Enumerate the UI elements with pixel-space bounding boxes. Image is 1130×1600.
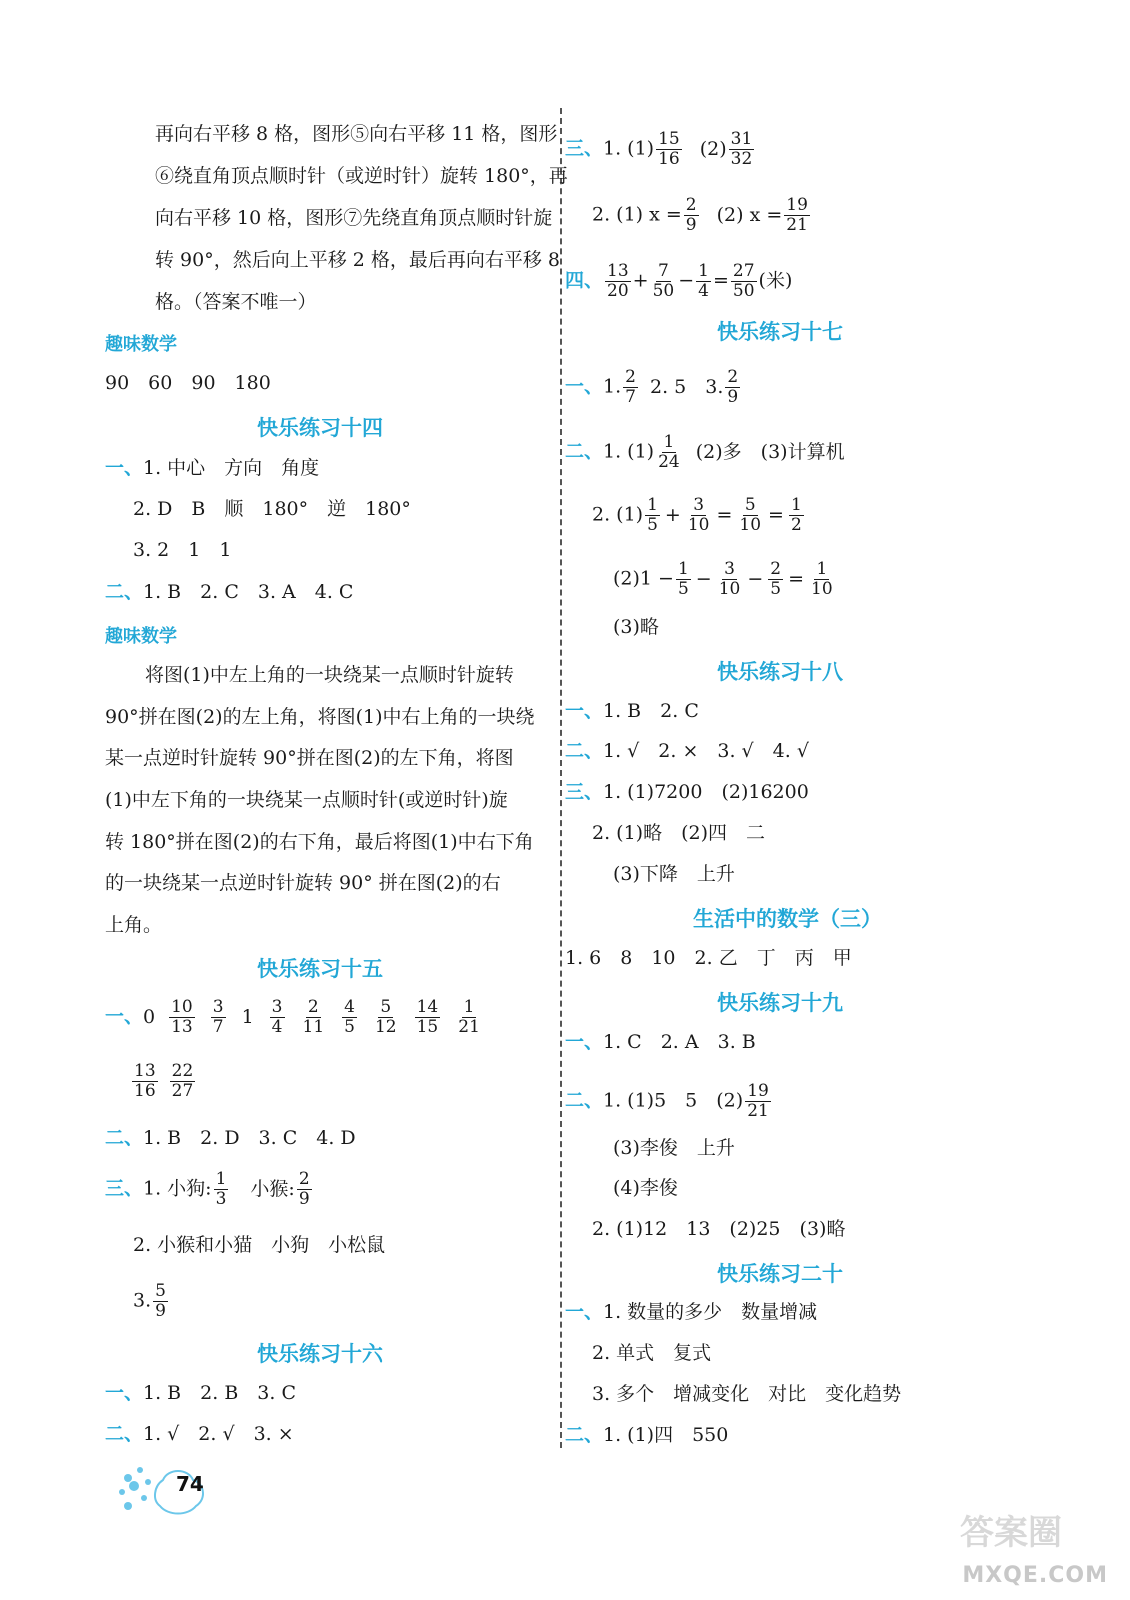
- fraction: [654, 129, 684, 169]
- question-marker: 一、: [105, 1005, 144, 1028]
- answer-line: [105, 580, 353, 604]
- fraction-answer-line: [565, 262, 792, 301]
- fraction: [809, 560, 835, 599]
- answer-text: 1. 数量的多少 数量增减: [603, 1301, 818, 1323]
- paragraph-line: (1)中左下角的一块绕某一点顺时针(或逆时针)旋: [105, 789, 508, 811]
- numerator: 4: [344, 997, 355, 1017]
- operator: +: [632, 269, 649, 292]
- fraction: [743, 1081, 773, 1121]
- answer-text: 1: [241, 1005, 254, 1028]
- fraction: [729, 261, 759, 301]
- section-title: 快乐练习十六: [257, 1342, 383, 1366]
- fraction-answer-line: [565, 433, 845, 472]
- operator: +: [664, 503, 681, 526]
- fraction-equation: [643, 495, 806, 535]
- fraction: [656, 130, 682, 169]
- fraction: [684, 196, 699, 235]
- numerator: 1: [663, 432, 675, 452]
- denominator: 4: [698, 281, 709, 301]
- denominator: 3: [215, 1189, 227, 1209]
- answer-line: 2. D B 顺 180° 逆 180°: [133, 498, 411, 520]
- answer-text: 3.: [133, 1289, 152, 1312]
- answer-text: (2) x =: [716, 203, 783, 226]
- numerator: 1: [698, 261, 709, 281]
- numerator: 3: [271, 997, 283, 1017]
- section-title: 快乐练习十八: [717, 660, 843, 684]
- answer-line: 2. 单式 复式: [592, 1342, 712, 1364]
- numerator: 5: [744, 495, 756, 515]
- fraction: [295, 1169, 314, 1209]
- answer-text: 2. 5 3.: [649, 375, 724, 398]
- denominator: 15: [416, 1017, 439, 1037]
- paragraph-line: 转 90°，然后向上平移 2 格，最后再向右平移 8: [155, 249, 561, 271]
- question-marker: 三、: [565, 137, 604, 160]
- fraction: [789, 496, 804, 535]
- numerator: 2: [625, 367, 636, 387]
- numerator: 27: [732, 261, 755, 281]
- denominator: 9: [155, 1301, 166, 1321]
- answer-text: 2. (1) x =: [592, 203, 682, 226]
- question-marker: 一、: [565, 1301, 604, 1323]
- denominator: 50: [732, 281, 755, 301]
- answer-text: 1. √ 2. × 3. √ 4. √: [603, 740, 809, 762]
- denominator: 9: [685, 215, 697, 235]
- denominator: 50: [652, 281, 675, 301]
- question-marker: 二、: [565, 1424, 604, 1446]
- answer-text: 0: [143, 1005, 156, 1028]
- fraction: [654, 432, 684, 472]
- fraction: [169, 998, 195, 1037]
- answer-text: 1. 小狗:: [143, 1177, 212, 1200]
- fraction: [723, 367, 742, 407]
- fraction: [456, 998, 482, 1037]
- numerator: 3: [693, 495, 705, 515]
- question-marker: 二、: [105, 1127, 144, 1149]
- answer-text: 1.: [603, 375, 622, 398]
- fraction: [768, 560, 783, 599]
- numerator: 3: [724, 559, 735, 579]
- denominator: 5: [344, 1017, 355, 1037]
- fraction: [727, 129, 757, 169]
- fraction: [784, 196, 810, 235]
- denominator: 27: [171, 1081, 194, 1101]
- operator: −: [678, 269, 695, 292]
- answer-line: 2. (1)略 (2)四 二: [592, 822, 765, 844]
- fraction: [415, 998, 441, 1037]
- denominator: 9: [298, 1189, 310, 1209]
- paragraph-line: ⑥绕直角顶点顺时针（或逆时针）旋转 180°，再: [155, 165, 568, 187]
- answer-text: 1. B 2. C: [603, 700, 699, 722]
- numerator: 2: [307, 997, 319, 1017]
- answer-text: 1. B 2. B 3. C: [143, 1382, 296, 1404]
- question-marker: 三、: [565, 781, 604, 803]
- fraction-answer-line: [613, 560, 837, 599]
- answer-line: [105, 1381, 296, 1405]
- fun-math-title: 趣味数学: [105, 334, 177, 355]
- answer-line: (3)略: [613, 616, 659, 638]
- answer-line: [565, 699, 699, 723]
- denominator: 21: [786, 215, 808, 235]
- fraction-answer-line: [133, 1282, 170, 1321]
- denominator: 10: [739, 515, 762, 535]
- fun-math-answer: 90 60 90 180: [105, 372, 271, 394]
- fraction: [342, 998, 357, 1037]
- answer-text: 1. (1): [603, 440, 655, 463]
- fraction: [603, 261, 633, 301]
- fraction: [729, 130, 755, 169]
- answer-line: [565, 1030, 756, 1054]
- fraction-answer-line: [130, 1062, 197, 1101]
- section-title: 快乐练习十四: [257, 416, 383, 440]
- denominator: 5: [647, 515, 658, 535]
- answer-line: [565, 1300, 817, 1324]
- unit: (米): [758, 269, 793, 292]
- answer-text: (2)多 (3)计算机: [695, 440, 845, 463]
- denominator: 9: [727, 387, 739, 407]
- answer-line: 2. (1)12 13 (2)25 (3)略: [592, 1218, 846, 1240]
- paragraph-line: 的一块绕某一点逆时针旋转 90° 拼在图(2)的右: [105, 872, 501, 894]
- numerator: 14: [416, 997, 439, 1017]
- numerator: 2: [770, 559, 782, 579]
- fraction: [694, 261, 713, 301]
- denominator: 10: [687, 515, 710, 535]
- operator: =: [716, 503, 733, 526]
- fraction: [621, 367, 640, 407]
- fraction: [745, 1082, 771, 1121]
- numerator: 15: [658, 129, 680, 149]
- question-marker: 一、: [565, 1031, 604, 1053]
- fraction: [656, 433, 682, 472]
- fraction: [211, 998, 226, 1037]
- answer-line: [565, 780, 809, 804]
- answer-line: [105, 1126, 356, 1150]
- numerator: 13: [607, 261, 629, 281]
- question-marker: 二、: [105, 1423, 144, 1445]
- fun-math-title: 趣味数学: [105, 626, 177, 647]
- fraction: [696, 262, 711, 301]
- denominator: 16: [658, 149, 680, 169]
- question-marker: 二、: [565, 740, 604, 762]
- fraction: [682, 195, 701, 235]
- fraction: [737, 496, 763, 535]
- fraction: [214, 1170, 229, 1209]
- fraction: [151, 1281, 170, 1321]
- operator: =: [768, 503, 784, 526]
- denominator: 5: [770, 579, 782, 599]
- answer-line: 2. 小猴和小猫 小狗 小松鼠: [133, 1234, 386, 1256]
- numerator: 5: [155, 1281, 166, 1301]
- answer-line: (3)李俊 上升: [613, 1137, 735, 1159]
- numerator: 1: [215, 1169, 227, 1189]
- numerator: 1: [463, 997, 475, 1017]
- fraction: [373, 998, 399, 1037]
- numerator: 1: [677, 559, 689, 579]
- answer-text: 2. (1): [592, 503, 644, 526]
- numerator: 2: [727, 367, 739, 387]
- paragraph-line: 转 180°拼在图(2)的右下角，最后将图(1)中右下角: [105, 831, 534, 853]
- answer-line: [105, 456, 319, 480]
- denominator: 24: [658, 452, 680, 472]
- question-marker: 二、: [105, 581, 144, 603]
- numerator: 1: [647, 495, 658, 515]
- numerator: 1: [790, 495, 802, 515]
- denominator: 32: [730, 149, 753, 169]
- denominator: 21: [458, 1017, 480, 1037]
- answer-line: (3)下降 上升: [613, 863, 735, 885]
- denominator: 12: [374, 1017, 397, 1037]
- operator: −: [695, 567, 712, 590]
- answer-line: 1. 6 8 10 2. 乙 丁 丙 甲: [565, 947, 852, 969]
- fraction: [170, 1062, 196, 1101]
- numerator: 31: [730, 129, 753, 149]
- numerator: 2: [298, 1169, 310, 1189]
- fraction: [782, 195, 812, 235]
- question-marker: 二、: [565, 440, 604, 463]
- answer-text: 1. C 2. A 3. B: [603, 1031, 756, 1053]
- denominator: 13: [171, 1017, 193, 1037]
- fraction: [623, 368, 638, 407]
- fraction: [725, 368, 740, 407]
- section-title: 快乐练习十五: [257, 957, 383, 981]
- answer-line: [565, 739, 809, 763]
- section-title: 快乐练习二十: [717, 1262, 843, 1286]
- operator: =: [712, 269, 729, 292]
- fraction-equation: [674, 559, 837, 599]
- fraction: [270, 998, 285, 1037]
- denominator: 5: [677, 579, 689, 599]
- watermark-text: MXQE.COM: [962, 1563, 1108, 1588]
- fraction-answer-line: [565, 368, 742, 407]
- answer-text: 1. B 2. C 3. A 4. C: [143, 581, 354, 603]
- answer-line: 3. 2 1 1: [133, 539, 232, 561]
- fraction: [212, 1169, 231, 1209]
- denominator: 16: [134, 1081, 156, 1101]
- fraction: [731, 262, 757, 301]
- answer-text: 1. (1)7200 (2)16200: [603, 781, 809, 803]
- operator: −: [747, 567, 764, 590]
- fraction: [153, 1282, 168, 1321]
- fraction: [301, 998, 327, 1037]
- operator: =: [788, 567, 805, 590]
- fraction-answer-line: [565, 1082, 773, 1121]
- numerator: 1: [816, 559, 828, 579]
- question-marker: 三、: [105, 1177, 144, 1200]
- paragraph-line: 90°拼在图(2)的左上角，将图(1)中右上角的一块绕: [105, 706, 535, 728]
- denominator: 2: [790, 515, 802, 535]
- fraction-answer-line: [565, 130, 756, 169]
- section-title: 快乐练习十七: [717, 320, 843, 344]
- paragraph-line: 上角。: [105, 914, 163, 936]
- paragraph-line: 再向右平移 8 格，图形⑤向右平移 11 格，图形: [155, 123, 558, 145]
- answer-line: (4)李俊: [613, 1177, 678, 1199]
- fraction: [676, 560, 691, 599]
- fraction-answer-line: [105, 998, 484, 1037]
- answer-text: (2): [699, 137, 727, 160]
- fraction: [297, 1170, 312, 1209]
- fraction: [645, 496, 660, 535]
- numerator: 22: [171, 1061, 194, 1081]
- question-marker: 一、: [105, 1382, 144, 1404]
- numerator: 19: [747, 1081, 769, 1101]
- numerator: 13: [134, 1061, 156, 1081]
- fraction-answer-line: [105, 1170, 314, 1209]
- watermark-cn: 答案圈: [960, 1513, 1062, 1553]
- page-number: 74: [176, 1472, 204, 1496]
- numerator: 2: [685, 195, 697, 215]
- question-marker: 一、: [565, 375, 604, 398]
- answer-text: 1. √ 2. √ 3. ×: [143, 1423, 294, 1445]
- answer-text: 小猴:: [250, 1177, 295, 1200]
- section-title: 快乐练习十九: [717, 991, 843, 1015]
- paragraph-line: 某一点逆时针旋转 90°拼在图(2)的左下角，将图: [105, 747, 514, 769]
- denominator: 10: [718, 579, 741, 599]
- fraction-group: [268, 997, 484, 1037]
- paragraph-line: 向右平移 10 格，图形⑦先绕直角顶点顺时针旋: [155, 207, 553, 229]
- fraction-group: [167, 997, 227, 1037]
- numerator: 5: [380, 997, 392, 1017]
- question-marker: 一、: [565, 700, 604, 722]
- fraction-answer-line: [592, 196, 812, 235]
- answer-text: 1. (1)5 5 (2): [603, 1089, 744, 1112]
- fraction-answer-line: [592, 496, 806, 535]
- answer-text: 1. 中心 方向 角度: [143, 457, 320, 479]
- numerator: 3: [212, 997, 224, 1017]
- fraction: [686, 496, 712, 535]
- fraction: [651, 262, 677, 301]
- question-marker: 一、: [105, 457, 144, 479]
- column-divider: [560, 108, 562, 1448]
- answer-line: [105, 1422, 294, 1446]
- fraction: [605, 262, 631, 301]
- answer-text: 1. (1)四 550: [603, 1424, 729, 1446]
- denominator: 7: [625, 387, 636, 407]
- denominator: 10: [811, 579, 833, 599]
- answer-text: 1. (1): [603, 137, 655, 160]
- fraction: [649, 261, 679, 301]
- numerator: 7: [657, 261, 669, 281]
- denominator: 7: [212, 1017, 224, 1037]
- section-title: 生活中的数学（三）: [693, 907, 882, 931]
- question-marker: 四、: [565, 269, 604, 292]
- paragraph-line: 将图(1)中左上角的一块绕某一点顺时针旋转: [145, 664, 514, 686]
- numerator: 10: [171, 997, 193, 1017]
- denominator: 21: [747, 1101, 769, 1121]
- numerator: 19: [786, 195, 808, 215]
- question-marker: 二、: [565, 1089, 604, 1112]
- answer-line: [565, 1423, 728, 1447]
- paragraph-line: 格。（答案不唯一）: [155, 291, 317, 313]
- fraction: [717, 560, 743, 599]
- fraction-group: [130, 1061, 197, 1101]
- answer-text: 1. B 2. D 3. C 4. D: [143, 1127, 356, 1149]
- denominator: 4: [271, 1017, 283, 1037]
- denominator: 11: [302, 1017, 325, 1037]
- answer-line: 3. 多个 增减变化 对比 变化趋势: [592, 1383, 902, 1405]
- answer-text: (2)1 −: [613, 567, 674, 590]
- denominator: 20: [607, 281, 629, 301]
- fraction: [132, 1062, 158, 1101]
